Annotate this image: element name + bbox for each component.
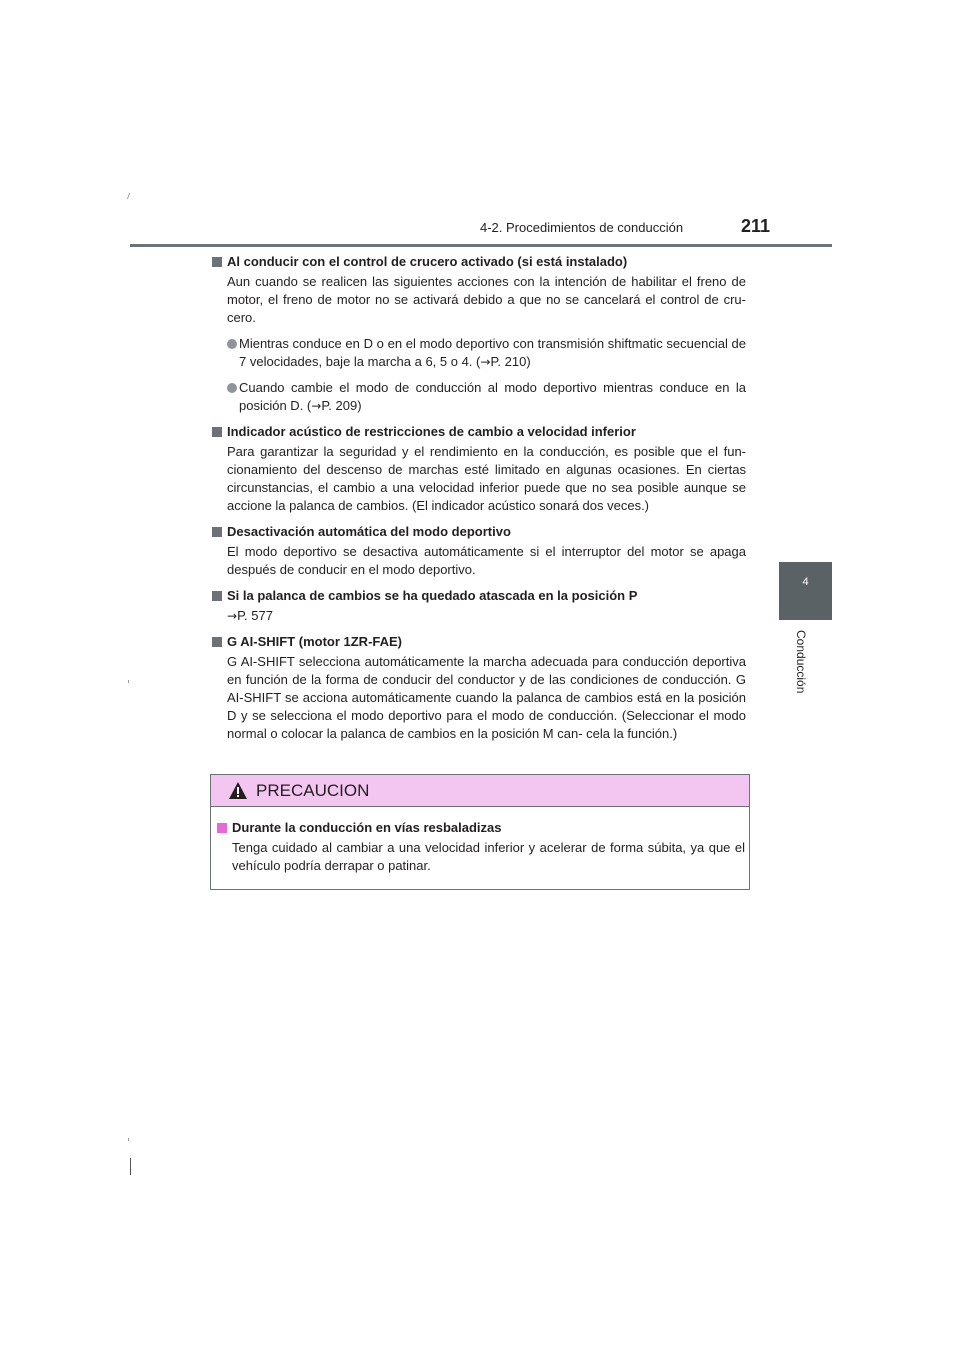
section-text: Aun cuando se realicen las siguientes acciones con la intención de habilitar el freno de motor, el freno de motor no se activará debido a que no se cancelará el control de cru- cero. [227,274,746,325]
page-reference[interactable]: P. 210) [490,354,531,369]
circle-bullet-icon [227,339,237,349]
square-bullet-icon [212,637,222,647]
square-bullet-icon [212,427,222,437]
section-heading: Indicador acústico de restricciones de cambio a velocidad inferior [212,423,746,441]
section-text: El modo deportivo se desactiva automáticamente si el interruptor del motor se apaga después de conducir en el modo deportivo. [227,544,746,577]
section-title: 4-2. Procedimientos de conducción [480,220,684,235]
crop-mark [130,1158,131,1175]
page-number: 211 [741,216,771,236]
caution-title: PRECAUCION [256,781,370,800]
crop-mark [128,1138,129,1141]
caution-text: Tenga cuidado al cambiar a una velocidad inferior y acelerar de forma súbita, ya que el vehículo podría derrapar o patinar. [232,840,745,873]
chapter-label: Conducción [794,630,808,694]
page-reference[interactable]: P. 209) [321,398,362,413]
square-bullet-icon [217,823,227,833]
main-content [212,253,746,751]
crop-mark [128,680,129,683]
square-bullet-icon [212,527,222,537]
section-reference [227,607,746,625]
square-bullet-icon [212,591,222,601]
arrow-right-icon: → [311,399,322,413]
caution-heading: Durante la conducción en vías resbaladizas [217,819,745,837]
crop-mark [127,193,130,199]
section-text: Para garantizar la seguridad y el rendimiento en la conducción, es posible que el fun- cionamiento del descenso de marchas esté limitado en algunas ocasiones. En ciertas circunstancias, el cambio a una velocidad inferior puede que no sea posible aunque se accione la palanca de cambios. (El indicador acústico sonará dos veces.) [227,444,746,513]
square-bullet-icon [212,257,222,267]
chapter-tab [779,562,832,620]
circle-bullet-icon [227,383,237,393]
section-heading: Desactivación automática del modo deportivo [212,523,746,541]
caution-header [211,775,749,807]
section-text: G AI-SHIFT selecciona automáticamente la marcha adecuada para conducción deportiva en función de la forma de conducir del conductor y de las condiciones de conducción. G AI-SHIFT se acciona automáticamente cuando la palanca de cambios está en la posición D y se selecciona el modo deportivo para el modo de conducción. (Seleccionar el modo normal o colocar la palanca de cambios en la posición M can- cela la función.) [227,654,746,741]
arrow-right-icon: → [480,355,491,369]
warning-triangle-icon [229,782,247,799]
page-reference[interactable]: P. 577 [237,608,273,623]
section-heading: Al conducir con el control de crucero activado (si está instalado) [212,253,746,271]
caution-box [210,774,750,890]
section-heading: G AI-SHIFT (motor 1ZR-FAE) [212,633,746,651]
caution-body [217,819,745,883]
list-item: Mientras conduce en D o en el modo deportivo con transmisión shiftmatic secuencial de 7 velocidades, baje la marcha a 6, 5 o 4. (→P. 210) [227,335,746,371]
chapter-number: 4 [802,576,809,588]
arrow-right-icon: → [227,609,238,623]
header-divider [130,244,832,247]
list-item: Cuando cambie el modo de conducción al modo deportivo mientras conduce en la posición D. (→P. 209) [227,379,746,415]
section-heading: Si la palanca de cambios se ha quedado atascada en la posición P [212,587,746,605]
